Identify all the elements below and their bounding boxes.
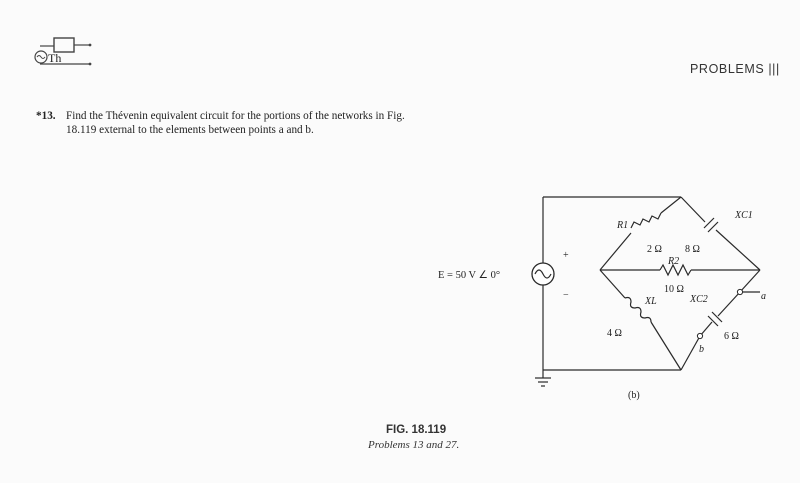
source-minus: − <box>563 290 569 301</box>
xc2-label: XC2 <box>690 294 708 305</box>
terminal-b <box>697 333 702 338</box>
r1-value: 2 Ω <box>647 244 662 255</box>
xl-label: XL <box>645 296 657 307</box>
r2-label: R2 <box>668 256 680 267</box>
problem-number: *13. <box>36 110 56 122</box>
figure-subcaption: Problems 13 and 27. <box>368 439 460 451</box>
figure-caption <box>368 424 508 451</box>
section-header: PROBLEMS ||| <box>690 62 780 76</box>
xl-value: 4 Ω <box>607 328 622 339</box>
logo-text: Th <box>48 51 62 65</box>
source-label: E = 50 V ∠ 0° <box>438 270 501 281</box>
xc1-label: XC1 <box>735 210 753 221</box>
r1-label: R1 <box>617 220 629 231</box>
xc1-value: 8 Ω <box>685 244 700 255</box>
node-a-label: a <box>761 291 766 302</box>
r2-value: 10 Ω <box>664 284 684 295</box>
terminal-a <box>737 289 742 294</box>
node-b-label: b <box>699 344 704 355</box>
problem-text: Find the Thévenin equivalent circuit for the portions of the networks in Fig. 18.119 external to the elements between points a and b. <box>66 110 405 136</box>
source-plus: + <box>563 250 569 261</box>
part-label: (b) <box>628 390 640 401</box>
figure-number: FIG. 18.119 <box>386 424 447 436</box>
xc2-value: 6 Ω <box>724 331 739 342</box>
